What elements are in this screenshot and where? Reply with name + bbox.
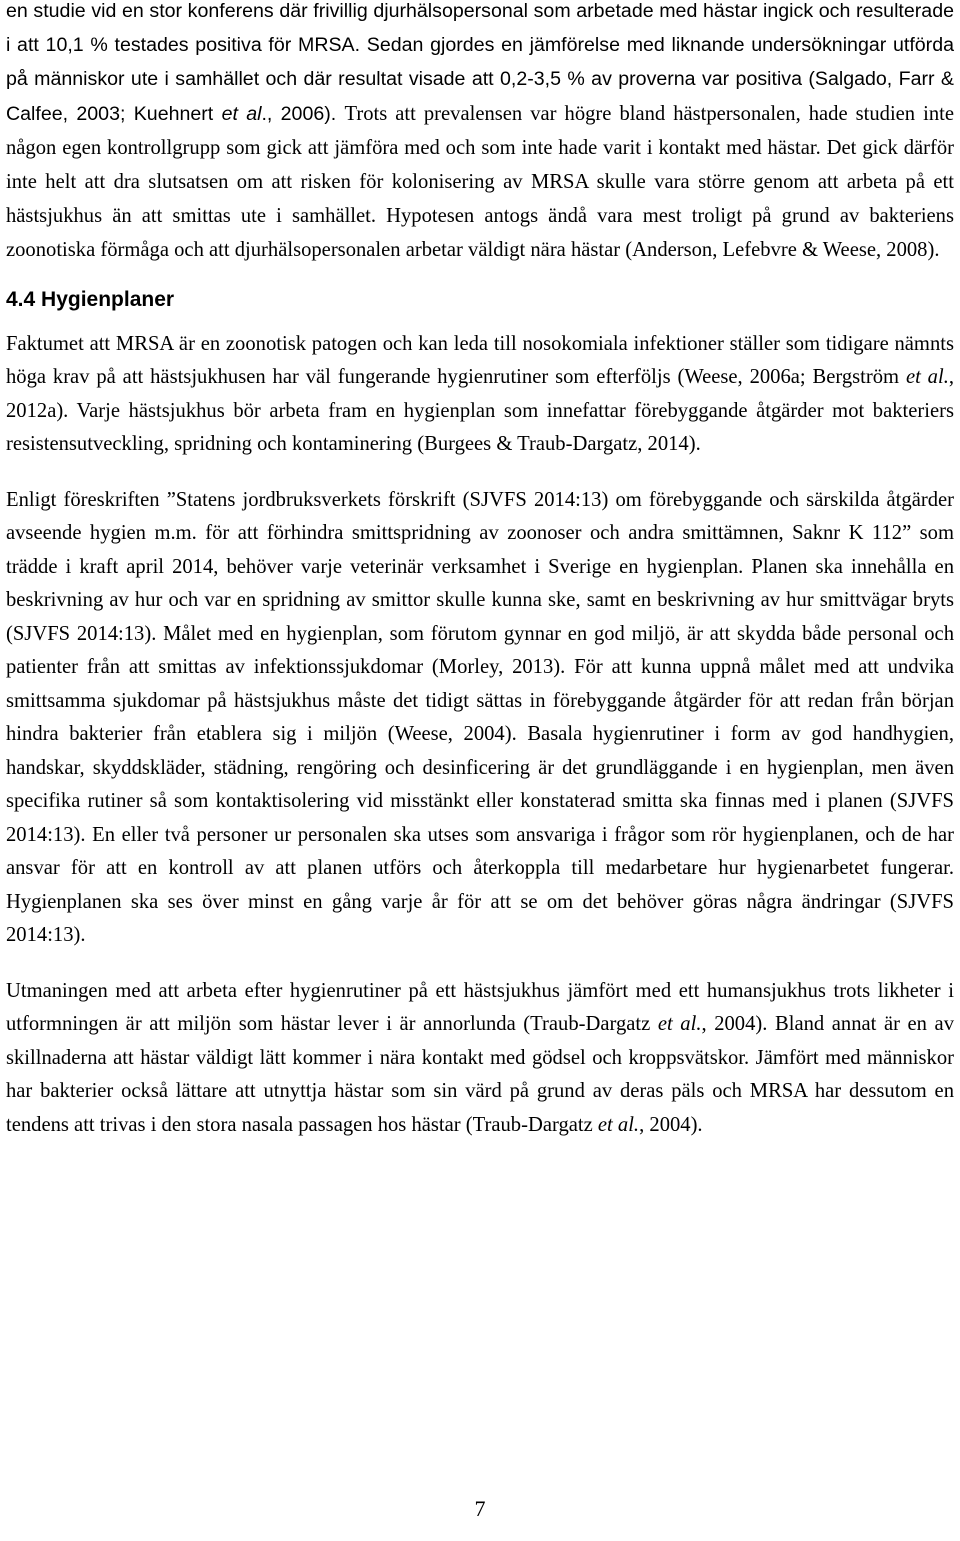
para2-etal: et al. — [905, 366, 949, 389]
para2-text-b: , 2012a). Varje hästsjukhus bör arbeta fram en hygienplan som innefattar förebyggande åtgärder mot bakteriers resistensutveckling, spridning och kontaminering (Burgees & Traub-Dargatz, 2014). — [6, 366, 954, 456]
para4-etal-2: et al. — [597, 1113, 640, 1136]
paragraph-mrsa-study — [6, 0, 954, 268]
page-number: 7 — [474, 1496, 486, 1521]
paragraph-regulation: Enligt föreskriften ”Statens jordbruksverkets förskrift (SJVFS 2014:13) om förebyggande och särskilda åtgärder avseende hygien m.m. för att förhindra smittspridning av zoonoser och andra smittämnen, Saknr K 112” som trädde i kraft april 2014, behöver varje veterinär verksamhet i Sverige en hygienplan. Planen ska innehålla en beskrivning av hur och var en spridning av smittor skulle kunna ske, samt en beskrivning av hur smittvägar bryts (SJVFS 2014:13). Målet med en hygienplan, som förutom gynnar en god miljö, är att skydda både personal och patienter från att smittas av infektionssjukdomar (Morley, 2013). För att kunna uppnå målet med att undvika smittsamma sjukdomar på hästsjukhus måste det tidigt sättas in förebyggande åtgärder för att redan från början hindra bakterier från etablera sig i miljön (Weese, 2004). Basala hygienrutiner i form av god handhygien, handskar, skyddskläder, städning, rengöring och desinficering är det grundläggande i en hygienplan, men även specifika rutiner så som kontaktisolering vid misstänkt eller konstaterad smitta ska finnas med i planen (SJVFS 2014:13). En eller två personer ur personalen ska utses som ansvariga i frågor som rör hygienplanen, och de har ansvar för att en kontroll av att planen utförs och återkoppla till medarbetare hur hygienarbetet fungerar. Hygienplanen ska ses över minst en gång varje år för att se om det behöver göras några ändringar (SJVFS 2014:13). — [6, 488, 954, 947]
para1-text-b: ., 2006). — [261, 102, 345, 125]
paragraph-challenges — [6, 975, 954, 1143]
section-heading: 4.4 Hygienplaner — [6, 287, 175, 311]
para1-text-a: en studie vid en stor konferens där frivillig djurhälsopersonal som arbetade med hästar ingick och resulterade i att 10,1 % testades positiva för MRSA. Sedan gjordes en jämförelse med liknande undersökningar utförda på människor ute i samhället och där resultat visade att 0,2-3,5 % av proverna var positiva (Salgado, Farr & Calfee, 2003; Kuehnert — [6, 0, 954, 125]
para1-text-d: Det gick därför inte helt att dra slutsatsen om att risken för kolonisering av MRSA skulle vara större genom att arbeta på ett hästsjukhus än att smittas ute i samhället. — [6, 136, 955, 228]
paragraph-hygiene-intro — [6, 328, 954, 462]
para2-text-a: Faktumet att MRSA är en zoonotisk patogen och kan leda till nosokomiala infektioner ställer som tidigare nämnts höga krav på att hästsjukhusen har väl fungerande hygienrutiner som efterföljs (Weese, 2006a; Bergström — [6, 332, 954, 389]
para4-text-a: Utmaningen med att arbeta efter hygienrutiner på ett hästsjukhus jämfört med ett humansjukhus trots likheter i utformningen är att miljön som hästar lever i är annorlunda (Traub-Dargatz — [6, 979, 954, 1036]
document-page — [6, 0, 954, 1142]
para1-etal: et al — [221, 102, 262, 125]
para4-etal-1: et al. — [657, 1013, 702, 1036]
para4-text-c: , 2004). — [639, 1113, 703, 1136]
para1-text-e: Hypotesen antogs ändå vara mest troligt på grund av bakteriens zoonotiska förmåga och att djurhälsopersonalen arbetar väldigt nära hästar (Anderson, Lefebvre & Weese, 2008). — [6, 205, 954, 262]
para1-text-c: Trots att prevalensen var högre bland hästpersonalen, hade studien inte någon egen kontrollgrupp som gick att jämföra med och som inte hade varit i kontakt med hästar. — [6, 102, 954, 159]
para4-text-b: , 2004). Bland annat är en av skillnaderna att hästar väldigt lätt kommer i nära kontakt med gödsel och kroppsvätskor. Jämfört med människor har bakterier också lättare att utnyttja hästar som sin värd på grund av deras päls och MRSA har dessutom en tendens att trivas i den stora nasala passagen hos hästar (Traub-Dargatz — [6, 1013, 954, 1136]
